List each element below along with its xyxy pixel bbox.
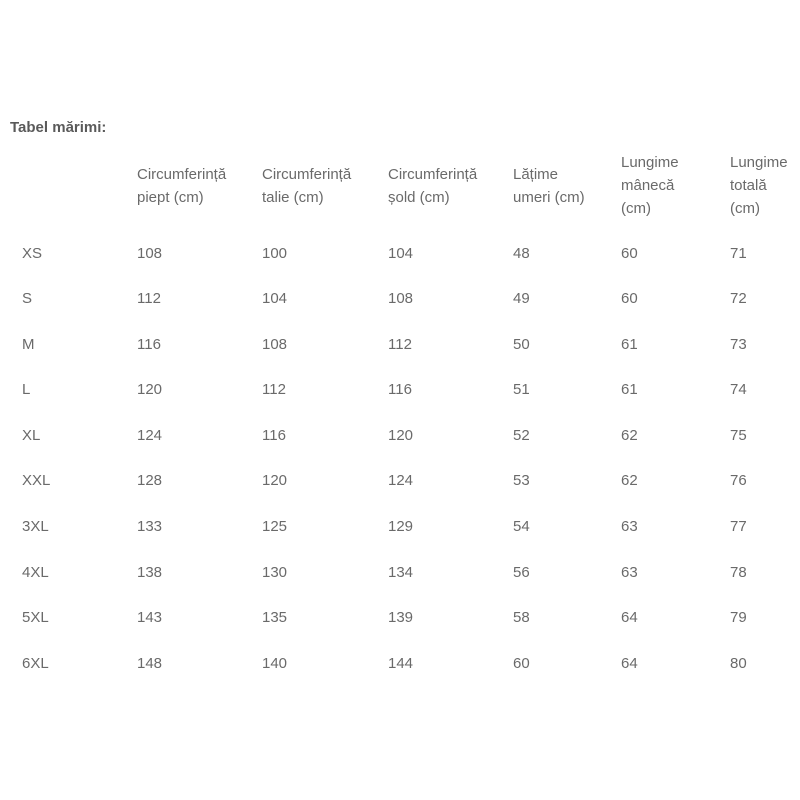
chest-cell: 133 (137, 518, 163, 535)
sleeve-cell: 61 (621, 381, 638, 398)
shoulder-cell: 52 (513, 427, 530, 444)
sleeve-cell: 63 (621, 518, 638, 535)
length-cell: 71 (730, 245, 747, 262)
table-row (0, 469, 800, 493)
length-cell: 77 (730, 518, 747, 535)
length-cell: 72 (730, 290, 747, 307)
header-waist-line-1: Circumferință (262, 166, 352, 183)
chest-cell: 120 (137, 381, 163, 398)
waist-cell: 130 (262, 564, 288, 581)
length-cell: 76 (730, 472, 747, 489)
sleeve-cell: 62 (621, 472, 638, 489)
header-sleeve-line-1: Lungime (621, 154, 679, 171)
waist-cell: 125 (262, 518, 288, 535)
header-length-line-2: totală (730, 177, 767, 194)
hip-cell: 108 (388, 290, 414, 307)
table-row (0, 424, 800, 448)
sleeve-cell: 60 (621, 245, 638, 262)
size-cell: 3XL (22, 518, 49, 535)
size-cell: XL (22, 427, 41, 444)
chest-cell: 124 (137, 427, 163, 444)
waist-cell: 104 (262, 290, 288, 307)
size-cell: 5XL (22, 609, 49, 626)
header-waist (262, 163, 351, 209)
chest-cell: 108 (137, 245, 163, 262)
sleeve-cell: 64 (621, 655, 638, 672)
waist-cell: 100 (262, 245, 288, 262)
chest-cell: 128 (137, 472, 163, 489)
waist-cell: 120 (262, 472, 288, 489)
size-cell: XXL (22, 472, 51, 489)
waist-cell: 135 (262, 609, 288, 626)
size-cell: XS (22, 245, 43, 262)
header-sleeve (621, 151, 679, 220)
sleeve-cell: 63 (621, 564, 638, 581)
hip-cell: 104 (388, 245, 414, 262)
header-waist-line-2: talie (cm) (262, 189, 324, 206)
header-chest (137, 163, 226, 209)
size-cell: 4XL (22, 564, 49, 581)
length-cell: 79 (730, 609, 747, 626)
header-shoulder-line-1: Lățime (513, 166, 559, 183)
hip-cell: 129 (388, 518, 414, 535)
header-shoulder (513, 163, 585, 209)
shoulder-cell: 60 (513, 655, 530, 672)
sleeve-cell: 60 (621, 290, 638, 307)
size-cell: M (22, 336, 35, 353)
table-row (0, 606, 800, 630)
length-cell: 78 (730, 564, 747, 581)
table-row (0, 242, 800, 266)
chest-cell: 148 (137, 655, 163, 672)
shoulder-cell: 54 (513, 518, 530, 535)
table-row (0, 561, 800, 585)
length-cell: 73 (730, 336, 747, 353)
size-cell: S (22, 290, 33, 307)
size-table-title: Tabel mărimi: (10, 119, 107, 136)
shoulder-cell: 49 (513, 290, 530, 307)
shoulder-cell: 58 (513, 609, 530, 626)
header-hip-line-1: Circumferință (388, 166, 478, 183)
sleeve-cell: 64 (621, 609, 638, 626)
table-row (0, 287, 800, 311)
sleeve-cell: 61 (621, 336, 638, 353)
sleeve-cell: 62 (621, 427, 638, 444)
chest-cell: 143 (137, 609, 163, 626)
shoulder-cell: 50 (513, 336, 530, 353)
hip-cell: 139 (388, 609, 414, 626)
header-shoulder-line-2: umeri (cm) (513, 189, 585, 206)
header-hip (388, 163, 477, 209)
header-hip-line-2: șold (cm) (388, 189, 450, 206)
size-cell: L (22, 381, 31, 398)
table-row (0, 378, 800, 402)
table-row (0, 652, 800, 676)
hip-cell: 144 (388, 655, 414, 672)
length-cell: 80 (730, 655, 747, 672)
size-cell: 6XL (22, 655, 49, 672)
hip-cell: 124 (388, 472, 414, 489)
shoulder-cell: 53 (513, 472, 530, 489)
shoulder-cell: 56 (513, 564, 530, 581)
header-sleeve-line-3: (cm) (621, 200, 651, 217)
chest-cell: 138 (137, 564, 163, 581)
table-row (0, 515, 800, 539)
shoulder-cell: 51 (513, 381, 530, 398)
waist-cell: 116 (262, 427, 286, 444)
length-cell: 75 (730, 427, 747, 444)
chest-cell: 116 (137, 336, 161, 353)
hip-cell: 112 (388, 336, 412, 353)
shoulder-cell: 48 (513, 245, 530, 262)
chest-cell: 112 (137, 290, 161, 307)
header-chest-line-1: Circumferință (137, 166, 227, 183)
waist-cell: 108 (262, 336, 288, 353)
hip-cell: 116 (388, 381, 412, 398)
length-cell: 74 (730, 381, 747, 398)
header-length-line-3: (cm) (730, 200, 760, 217)
header-chest-line-2: piept (cm) (137, 189, 204, 206)
table-row (0, 333, 800, 357)
hip-cell: 120 (388, 427, 414, 444)
hip-cell: 134 (388, 564, 414, 581)
header-length (730, 151, 788, 220)
header-sleeve-line-2: mânecă (621, 177, 675, 194)
waist-cell: 140 (262, 655, 288, 672)
header-length-line-1: Lungime (730, 154, 788, 171)
waist-cell: 112 (262, 381, 286, 398)
